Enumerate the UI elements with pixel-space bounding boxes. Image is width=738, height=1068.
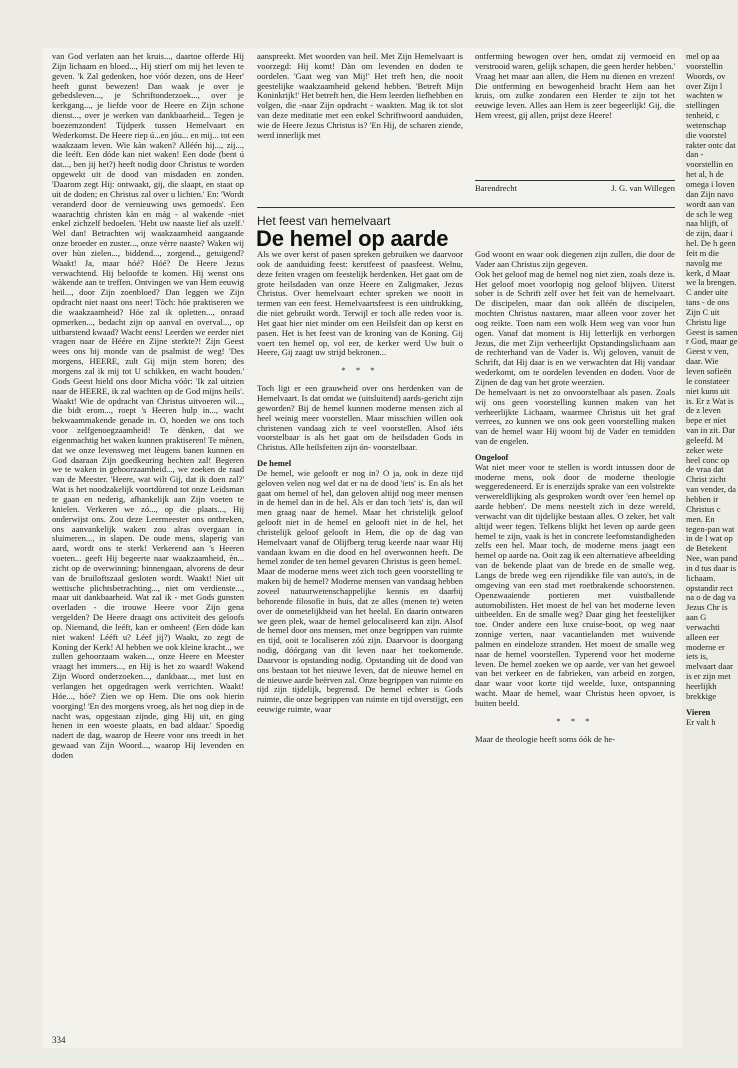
next-page-last-line: Er valt h [686, 716, 716, 727]
section-divider [257, 207, 675, 208]
subheading-hemel: De hemel [257, 458, 292, 469]
page-number: 334 [52, 1035, 66, 1045]
signature-author: J. G. van Willegen [611, 183, 675, 193]
article-paragraph: Wat niet meer voor te stellen is wordt intussen door de moderne mens, ook door de moderne theologie weggeredeneerd. Er is enerzijds sprake van een volstrekte verwereldlijking als gesproken wordt over 'een hemel op aarde hebben'. De mens neestelt zich in deze wereld, verwacht van dit tijdelijke bestaan alles. O zeker, het valt altijd weer tegen. Telkens blijkt het leven op aarde geen hemel te zijn, vaak is het in concrete leefomstandigheden zelfs een hel. Maar toch, de moderne mens jaagt een hemel op aarde na. Ooit zag ik een alternatieve afbeelding van de bekende plaat van de brede en de smalle weg. Langs de brede weg een rijendikke file van auto's, in de omgeving van een stad met roetbrakende schoorstenen. Openzwaaiende portieren met vuistballende automobilisten. Het moest de hel van het moderne leven uitbeelden. En de smalle weg? Daar ging het feestelijker toe. Onder andere een luxe cruise-boot, op weg naar zonnige verten, naar vacantielanden met wuivende palmen en eindeloze stranden. Het moest de smalle weg naar de hemel voorstellen. Typerend voor het moderne leven. De hemel zoeken we op aarde, ver van het gewoel van het verkeer en de fabrieken, van arbeid en zorgen, daar waar voor korte tijd weelde, luxe, ontspanning wacht. Maar de hemel, waar Christus heen opvoer, is buiten beeld. [475, 461, 675, 708]
prev-article-text: van God verlaten aan het kruis..., daartoe offerde Hij Zijn lichaam en bloed..., Hij stierf om mij het leven te geven. 'k Zal gedenken, hoe vóór dezen, ons de Heer' heeft gunst bewezen! Dan waak je over je gebedsleven..., je Schriftonderzoek..., over je kerkgang..., je liefde voor de Heere en Zijn schone dienst..., over je werken van dankbaarheid... Tegen je boezemzonden! Tijdperk tussen Hemelvaart en Wederkomst. De Heere riep ú...en jóu... en mij... tot een waakzaam leven. Wie kàn waken? Alléén hij..., zij..., die leéft. Een dóde kan niet waken! Een dode (bent ú dat..., ben jij het?) heeft nodig door Christus te worden opgewekt uit de dood van misdaden en zonden. 'Daarom zegt Hij: ontwaakt, gij, die slaapt, en staat op uit de doden; en Christus zal over u lichten.' En: 'Wordt veranderd door de vernieuwing uws gemoeds'. Een waarachtig christen kàn en mág - al wakende -niet enkel zichzelf bedoelen. 'Hebt uw naaste lief als uzelf.' Wel dan! Betrachten wij waakzaamheid aangaande onze broeder en zuster..., onze vèrre naaste? Waken wij over hùn zielen..., biddend..., zorgend.., getuigend? Waakt! Ja, maar hóé? Hóé? De Heere Jezus verwachtend. Hij beloofde te komen. Hij wenst ons wàkende aan te treffen. Ontvingen we van Hem eeuwig heil..., door Zijn zoenbloed? Dan leggen we Zijn opdracht niet naast ons neer! Tòch: hóe praktiseren we die waakzaamheid? Hóe zal ik opletten..., onraad opmerken..., bedacht zijn op aanval en overval..., op uitbarstend kwaad? Wacht eens! Leerden we eerder niet vragen naar de Héére en Zijne sterkte?! Zijn Geest wees ons bij monde van de psalmist de weg! 'Des morgens, HEERE, zult Gij mijn stem horen; des morgens zal ik mij tot U schikken, en wacht houden.' Gods Geest hield ons door Micha vóór: 'Ik zal uitzien naar de HEERE, ik zal wachten op de God mijns heils'. Waakt! Wie de opdracht van Christus uitvoeren wil..., die bidt erom..., roept 's Heeren hulp in..., wacht bekwaammakende genade in. O, hoeden we ons toch voor zelfgenoegzaamheid! Te dènken, dat we eigenmachtig het waken kunnen praktiseren! Te mènen, dat we onze levensweg met lèugens banen kunnen en God daaraan Zijn goedkeuring hechten zal! Begeren we te waken in gehoorzaamheid..., we zoeken de raad van de Meester. 'Heere, wat wilt Gij, dat ik doen zal?' Wat is het noodzakelijk voortdùrend tot onze Leidsman te gaan en nederig, afhankelijk aan Zijn voeten te knielen. Verkeren we zó..., op die plaats..., Hij onderwijst ons. Zou deze Leermeester ons ontbreken, ons aanvankelijk waken zou alras overgaan in sluimeren..., in slapen. De oude mens, slaperig van aard, wordt ons te sterk! Verkerend aan 's Heeren voeten... geeft Hij begeerte naar waakzaamheid, èn... zicht op de overwinning: binnengaan, alvorens de deur van de bruiloftszaal gesloten wordt. Waakt! Niet uit wettische plichtsbetrachting..., niet om verdienste..., maar uit dankbaarheid. Wat zal ik - met Gods gunsten overladen - die trouwe Heere voor Zijn gena vergelden? De Heere draagt ons activiteit des geloofs op. Niemand, die leéft, kan er omheen! (Een dóde kan niet waken! Lééft u? Léef jij?) Waakt, zo zegt de Koning der Kerk! Al hebben we ook kleine kracht.., we zullen gehoorzaam waken..., onze Heere en Meester vraagt het immers..., en Hij is het zo waard! Wakend Zijn Woord onderzoeken..., dankbaar..., met lust en verlangen het opgedragen werk verrichten. Waakt! Hóe..., hóe? Zien we op Hem. Die ons ook hierin voorging! 'En des morgens vroeg, als het nog diep in de nacht was, opgestaan zijnde, ging Hij uit, en ging henen in een woeste plaats, en bad aldaar.' Spoedig nadert de dag, waarop de Heere voor ons treedt in het gewaad van Zijn Woord..., waarop Hij levenden en doden [52, 52, 244, 760]
article-paragraph: Maar de moderne mens weet zich toch geen voorstelling te maken bij de hemel? Moderne mensen van vandaag hebben zoveel natuurwetenschappelijke kennis en daarbij behorende filosofie in huis, dat ze alles (menen te) weten over de onmetelijkheid van het heelal. En daarin ontwaren we geen plek, waar de hemel gelocaliseerd kan zijn. Alsof de hemel door ons mensen, met onze begrippen van ruimte en tijd, ooit te localiseren zóú zijn. Daarvoor is doorgang nodig, dóórgang van dit leven naar het toekomende. Daarvoor is opstanding nodig. Opstanding uit de dood van ons bestaan tot het nieuwe leven, dat de nieuwe hemel en de nieuwe aarde beërven zal. Onze begrippen van ruimte en tijd zijn tijdelijk, begrensd. De hemel echter is Gods ruimte, die onze begrippen van ruimte en tijd overstijgt, een eeuwige ruimte, waar [257, 566, 463, 715]
article-kicker: Het feest van hemelvaart [257, 214, 391, 228]
article-column-1 [257, 250, 463, 1050]
prev-article-column-2 [257, 52, 463, 192]
signature-rule [475, 180, 675, 181]
subheading-vieren: Vieren [686, 706, 711, 717]
prev-article-column-3 [475, 52, 675, 180]
section-stars: * * * [556, 715, 594, 726]
signature-place: Barendrecht [475, 183, 517, 193]
prev-article-text: ontferming bewogen over hen, omdat zij vermoeid en verstrooid waren, gelijk schapen, die geen herder hebben.' Vraag het maar aan allen, die Hem nu dienen en vrezen! Die ontferming en bewogenheid bracht Hem aan het kruis, om zulke zondaren een Herder te zijn tot het eeuwige leven. Alles aan Hem is zeer begeerlijk! Gij, die Hem vreest, gij allen, prijst deze Heere! [475, 52, 675, 121]
article-column-2 [475, 250, 675, 1050]
next-page-text: mel op aa voorstellin Woords, ov over Zijn l wachten w stellingen tenheid, c wetenschap die voorstel rakter ontc dat dan - voorstellin en het al, h de omega i loven dan Zijn navo wordt aan van de sch le weg naa blijft, of de zijn, daar i hel. De h geen feit m die navolg me kerk, d Maar we la brengen. C ander uite tans - de ons Zijn C uit Christu lige Geest is samen r God, maar ge Geest v ven, daar. Wie leven sofieën le constateer niet kunn uit is. Er z Wat is de z leven bepe er niet van in zit. Dar geleefd. M zeker wete heel conc op de vraa dat Christ zicht van vender, da hebben ir Christus c men. En tegen-pan wat in de l wat op de Betekent Nee, wan pand in d tus daar is lichaam. opstandir rect na o de dag va Jezus Chr is aan G verwachti alleen eer moderne er iets is, melvaart daar is er zijn met heerlijkh brekkige [686, 52, 738, 701]
prev-article-text: aanspreekt. Met woorden van heil. Met Zijn Hemelvaart is voorzegd: Hij komt! Dàn om levenden en doden te oordelen. 'Gaat weg van Mij!' Het treft hen, die nooit geestelijke waakzaamheid gekend hebben. 'Betreft Mijn Koninkrijk!' Het betreft hen, die Hem leerden liefhebben en volgen, die -naar Zijn opdracht - waakten. Mag ik tot slot van deze meditatie met een enkel Schriftwoord aanduiden, wie de Heere Jezus Christus is? 'En Hij, de scharen ziende, werd innerlijk met [257, 52, 463, 140]
section-stars: * * * [341, 365, 379, 376]
subheading-ongeloof: Ongeloof [475, 451, 509, 462]
article-paragraph: Toch ligt er een grauwheid over ons herdenken van de Hemelvaart. Is dat omdat we (uitsluitend) aards-gericht zijn geworden? Bij de hemel kunnen moderne mensen zich al heel weinig meer voorstellen. Maar misschien willen ook christenen vandaag zich te veel voorstellen. Alsof iéts voorstelbaar is als het gaat om de heilsdaden Gods in Christus. Alle heilsfeiten zijn ón- voorstelbaar. [257, 383, 463, 453]
signature [475, 183, 675, 193]
article-paragraph: God woont en waar ook diegenen zijn zullen, die door de Vader aan Christus zijn gegeven. [475, 250, 675, 269]
article-paragraph: De hemel, wie gelooft er nog in? O ja, ook in deze tijd geloven velen nog wel dat er na de dood 'iets' is. En als het gaat om hemel of hel, dan geloven altijd nog meer mensen in de hemel dan in de hel. Als er dan toch 'iets' is, dan wil men graag naar de hemel. Maar het christelijk geloof gelooft niet in de hemel en gelooft niet in de hel, het christelijk geloof gelooft in Hem, die op de dag van Hemelvaart vanaf de Olijfberg terug keerde naar waar Hij vandaan kwam en die dood en hel overwonnen heeft. De hemel zonder de ten hemel gevaren Christus is geen hemel. [257, 467, 463, 567]
article-paragraph: Ook het geloof mag de hemel nog niet zien, zoals deze is. Het geloof moet voorlopig nog geloof blijven. Uiterst sober is de Schrift zelf over het feit van de hemelvaart. De discipelen, maar dan ook alléén de discipelen, mochten Christus nastaren, maar alleen voor zover het oog reikte. Toen nam een wolk Hem weg van voor hun ogen. Vanaf dat moment is Hij letterlijk en verborgen Jezus, die met Zijn verheerlijkt Opstandingslichaam aan de rechterhand van de Vader is. Wij geloven, vanuit de Schrift, dat Hij daar is en we verwachten dat Hij vandaar wederkomt, om te oordelen levenden en doden. Voor de Zijnen de dag van het grote weerzien. [475, 268, 675, 387]
article-headline: De hemel op aarde [256, 226, 449, 251]
article-paragraph: De hemelvaart is net zo onvoorstelbaar als pasen. Zoals wij ons geen voorstelling kunnen maken van het verheerlijkte Lichaam, waarmee Christus uit het graf verrees, zo kunnen we ons ook geen voorstelling maken van de hemel waar Hij woont bij de Vader en temidden van de engelen. [475, 386, 675, 447]
next-page-column-cut [686, 52, 738, 1052]
article-paragraph: Als we over kerst of pasen spreken gebruiken we daarvoor ook de aanduiding feest: kerstfeest of paasfeest. Welnu, deze feiten vragen om feestelijk herdenken. Het gaat om de grote heilsdaden van onze Heere en Zaligmaker, Jezus Christus. Over hemelvaart echter spreken we nooit in termen van een feest. Hemelvaartsfeest is een uitdrukking, die niet gebruikt wordt. Terwijl er toch alle reden voor is. Het gaat hier niet minder om een Heilsfeit dan op kerst en pasen. Het is het feest van de kroning van de Koning. Gij voert ten hemel op, vol eer, de kerker werd Uw buit o Heere, Gij zaagt uw strijd bekronen... [257, 250, 463, 358]
prev-article-column-1 [52, 52, 244, 1052]
article-paragraph: Maar de theologie heeft soms óók de he- [475, 733, 616, 744]
